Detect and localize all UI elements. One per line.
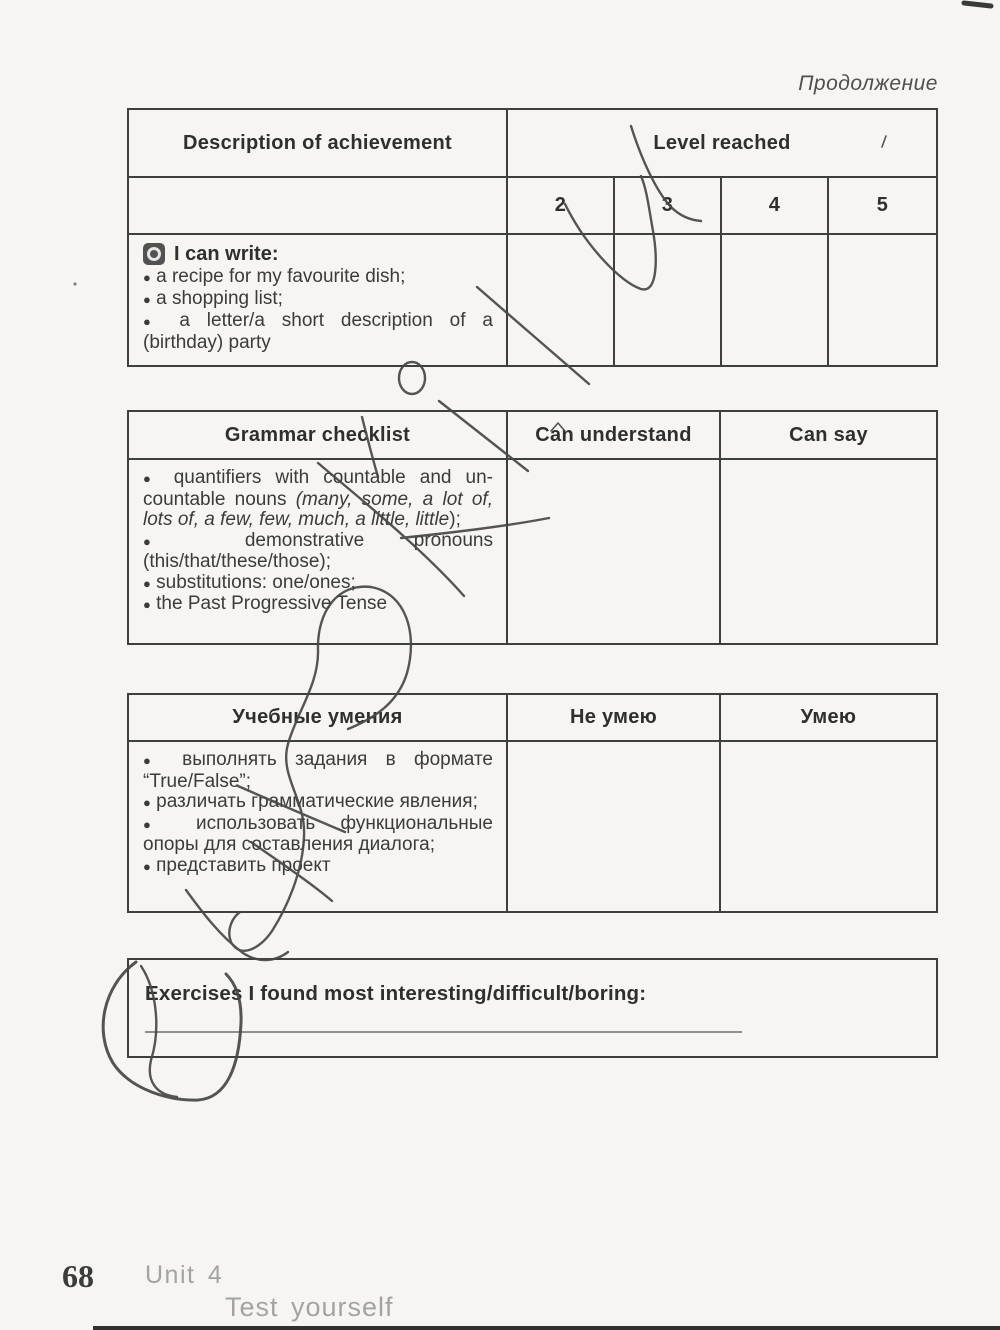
level-2-answer-cell: [508, 235, 615, 365]
can-do-header: Умею: [721, 695, 936, 742]
level-3-header: 3: [615, 178, 722, 235]
skills-header: Учебные умения: [129, 695, 508, 742]
level-5-answer-cell: [829, 235, 936, 365]
skills-item: ● различать грамматические явления;: [143, 791, 478, 812]
grammar-items-cell: [129, 460, 508, 643]
exercises-writing-line: [145, 1031, 742, 1033]
can-understand-answer-cell: [508, 460, 721, 643]
achievement-col-header: Description of achievement: [129, 110, 508, 178]
page-number: 68: [62, 1258, 94, 1294]
i-can-write-title: I can write:: [143, 243, 493, 265]
achievement-item: ● a letter/a short description of a (birthday) party: [143, 310, 493, 353]
grammar-item: ● quantifiers with countable and uncountable nouns (many, some, a lot of, lots of, a few, few, much, a little, little);: [143, 467, 493, 530]
skills-table: [127, 693, 938, 913]
achievement-table: [127, 108, 938, 367]
page-title: Test yourself: [225, 1292, 394, 1322]
can-understand-header: Can understand: [508, 412, 721, 460]
empty-subheader-cell: [129, 178, 508, 235]
grammar-checklist-header: Grammar checklist: [129, 412, 508, 460]
grammar-item: ● substitutions: one/ones;: [143, 571, 356, 593]
can-do-answer-cell: [721, 742, 936, 911]
grammar-table: [127, 410, 938, 645]
skills-item: ● выполнять задания в формате “True/False”;: [143, 749, 493, 792]
achievement-item: ● a shopping list;: [143, 288, 283, 309]
skills-item: ● представить проект: [143, 854, 331, 876]
level-2-header: 2: [508, 178, 615, 235]
exercises-label: Exercises I found most interesting/difficult/boring:: [145, 982, 647, 1005]
grammar-item: ● the Past Progressive Tense: [143, 593, 388, 614]
unit-label: Unit 4: [145, 1261, 224, 1289]
achievement-item: ● a recipe for my favourite dish;: [143, 266, 406, 287]
can-say-answer-cell: [721, 460, 936, 643]
exercises-box: [127, 958, 938, 1058]
can-say-header: Can say: [721, 412, 936, 460]
level-3-answer-cell: [615, 235, 722, 365]
level-5-header: 5: [829, 178, 936, 235]
scan-corner-mark: [964, 3, 991, 6]
grammar-item: ● demonstrative pronouns (this/that/these/those);: [143, 529, 494, 572]
level-4-answer-cell: [722, 235, 829, 365]
achievement-description-cell: [129, 235, 508, 365]
cannot-do-header: Не умею: [508, 695, 721, 742]
level-4-header: 4: [722, 178, 829, 235]
skills-item: ● использовать функциональные опоры для составления диалога;: [143, 812, 493, 855]
speck: [73, 282, 76, 285]
write-icon: [143, 243, 165, 265]
level-reached-header: Level reached: [508, 110, 936, 178]
cannot-do-answer-cell: [508, 742, 721, 911]
scan-edge-shadow: [93, 1326, 1000, 1330]
continuation-note: Продолжение: [798, 72, 938, 95]
skills-items-cell: [129, 742, 508, 911]
